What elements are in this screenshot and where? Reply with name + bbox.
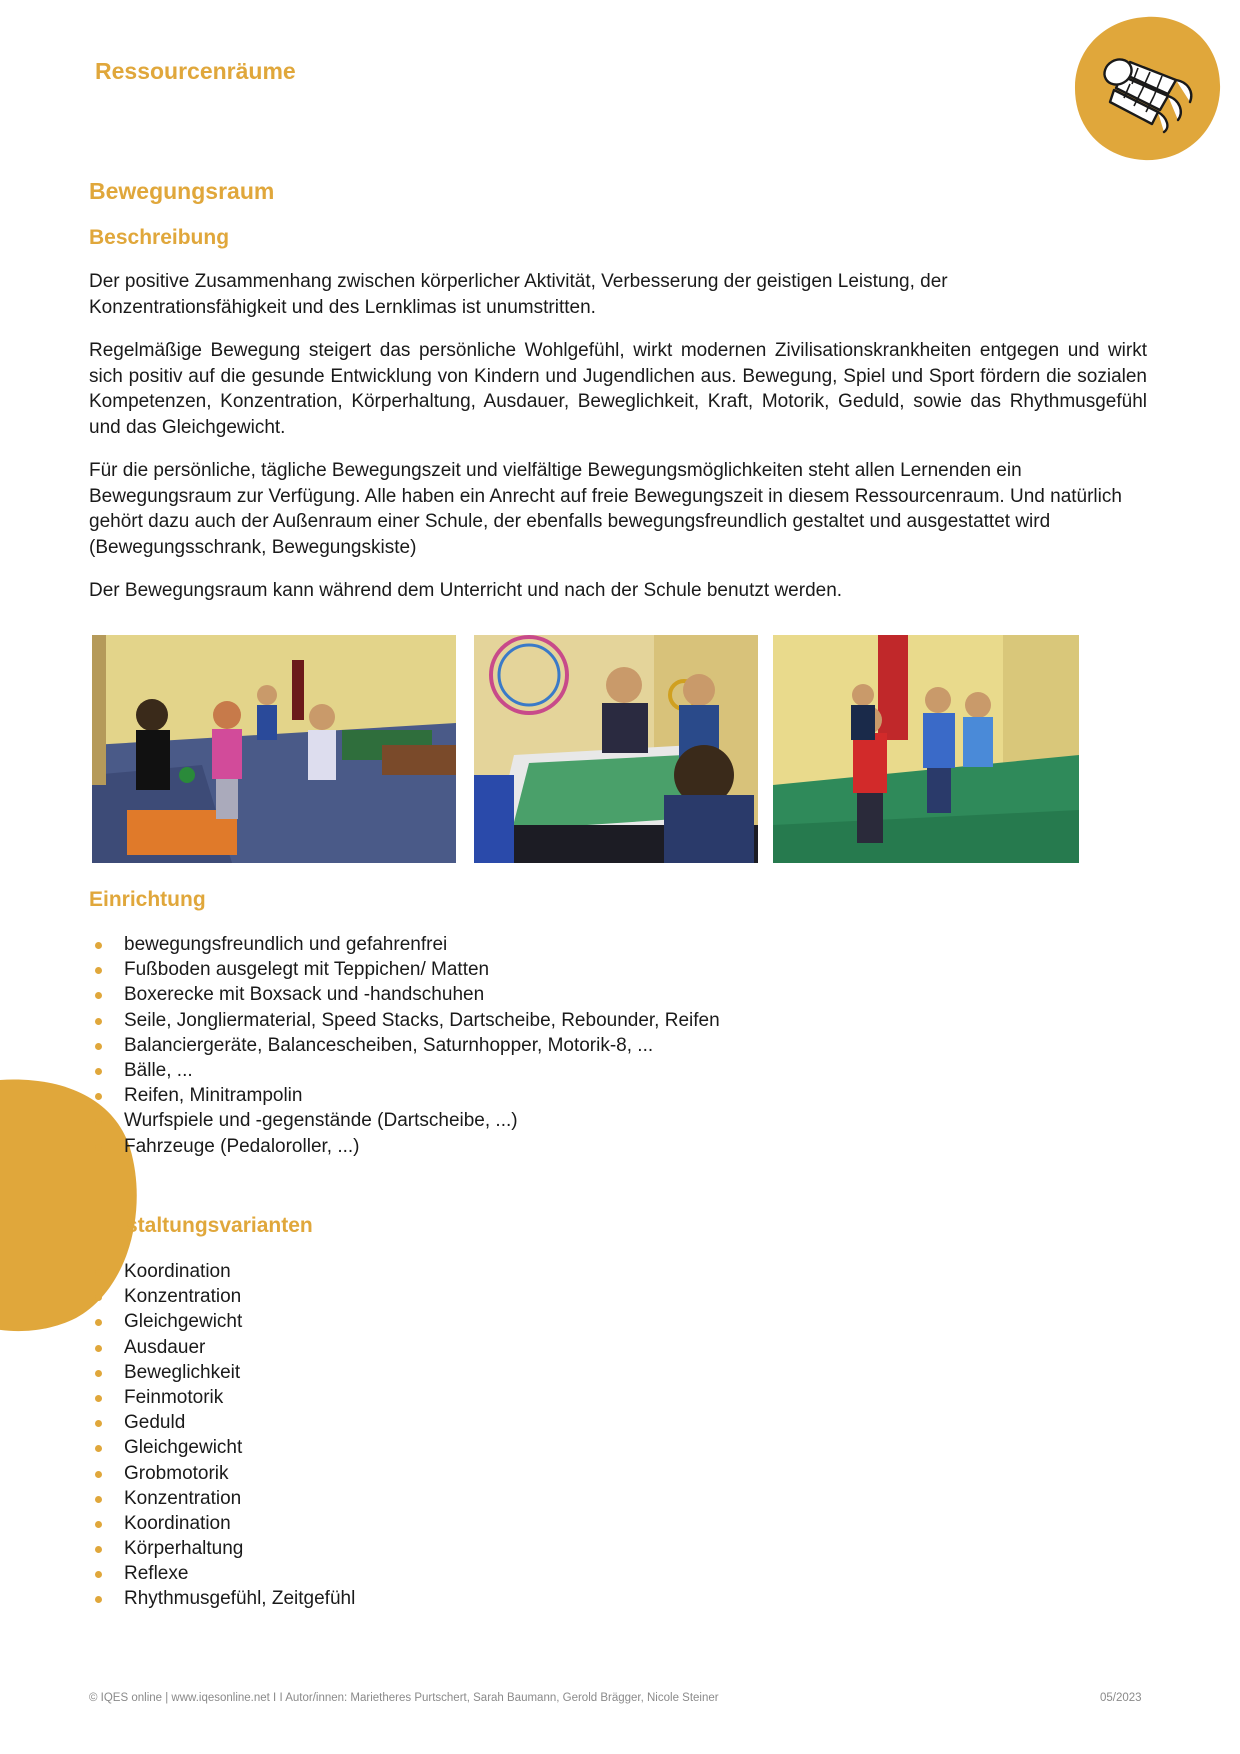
list-item: Konzentration: [89, 1284, 355, 1309]
list-item: Beweglichkeit: [89, 1360, 355, 1385]
list-item: Reifen, Minitrampolin: [89, 1083, 720, 1108]
shuttlecock-icon: [1072, 14, 1222, 162]
list-item: Konzentration: [89, 1486, 355, 1511]
footer-date: 05/2023: [1100, 1692, 1142, 1704]
list-item: Rhythmusgefühl, Zeitgefühl: [89, 1586, 355, 1611]
section-title: Bewegungsraum: [89, 178, 275, 204]
description-paragraph-2: Regelmäßige Bewegung steigert das persönliche Wohlgefühl, wirkt modernen Zivilisationskrankheiten entgegen und wirkt sich positiv auf die gesunde Entwicklung von Kindern und Jugendlichen aus. Bewegung, Spiel und Sport fördern die sozialen Kompetenzen, Konzentration, Körperhaltung, Ausdauer, Beweglichkeit, Kraft, Motorik, Geduld, sowie das Rhythmusgefühl und das Gleichgewicht.: [89, 340, 1147, 438]
list-item: Gleichgewicht: [89, 1309, 355, 1334]
list-item: Seile, Jongliermaterial, Speed Stacks, Dartscheibe, Rebounder, Reifen: [89, 1008, 720, 1033]
photo-boxing-corner: [773, 635, 1079, 863]
list-item: Fußboden ausgelegt mit Teppichen/ Matten: [89, 957, 720, 982]
list-item: bewegungsfreundlich und gefahrenfrei: [89, 932, 720, 957]
list-item: Fahrzeuge (Pedaloroller, ...): [89, 1134, 720, 1159]
list-item: Wurfspiele und -gegenstände (Dartscheibe, ...): [89, 1108, 720, 1133]
furnishing-heading: Einrichtung: [89, 888, 206, 911]
list-item: Ausdauer: [89, 1335, 355, 1360]
list-item: Grobmotorik: [89, 1461, 355, 1486]
description-heading: Beschreibung: [89, 226, 230, 249]
description-paragraph-3: Für die persönliche, tägliche Bewegungszeit und vielfältige Bewegungsmöglichkeiten steht allen Lernenden ein Bewegungsraum zur Verfügung. Alle haben ein Anrecht auf freie Bewegungszeit in diesem Ressourcenraum. Und natürlich gehört dazu auch der Außenraum einer Schule, der ebenfalls bewegungsfreundlich gestaltet und ausgestattet wird (Bewegungsschrank, Bewegungskiste): [89, 460, 1122, 558]
list-item: Reflexe: [89, 1561, 355, 1586]
list-item: Geduld: [89, 1410, 355, 1435]
photo-kids-balancing: [92, 635, 456, 863]
header-title: Ressourcenräume: [95, 58, 296, 84]
list-item: Feinmotorik: [89, 1385, 355, 1410]
variants-list: [89, 1259, 355, 1612]
list-item: Koordination: [89, 1259, 355, 1284]
list-item: Balanciergeräte, Balancescheiben, Saturnhopper, Motorik-8, ...: [89, 1033, 720, 1058]
list-item: Körperhaltung: [89, 1536, 355, 1561]
photo-table-football: [474, 635, 758, 863]
footer-credits: © IQES online | www.iqesonline.net I I Autor/innen: Marietheres Purtschert, Sarah Baumann, Gerold Brägger, Nicole Steiner: [89, 1692, 719, 1704]
list-item: Bälle, ...: [89, 1058, 720, 1083]
list-item: Boxerecke mit Boxsack und -handschuhen: [89, 982, 720, 1007]
list-item: Koordination: [89, 1511, 355, 1536]
furnishing-list: [89, 932, 720, 1159]
variants-heading: staltungsvarianten: [126, 1214, 313, 1237]
description-paragraph-1: Der positive Zusammenhang zwischen körperlicher Aktivität, Verbesserung der geistigen Leistung, der Konzentrationsfähigkeit und des Lernklimas ist unumstritten.: [89, 271, 948, 318]
list-item: Gleichgewicht: [89, 1435, 355, 1460]
description-paragraph-4: Der Bewegungsraum kann während dem Unterricht und nach der Schule benutzt werden.: [89, 580, 843, 601]
